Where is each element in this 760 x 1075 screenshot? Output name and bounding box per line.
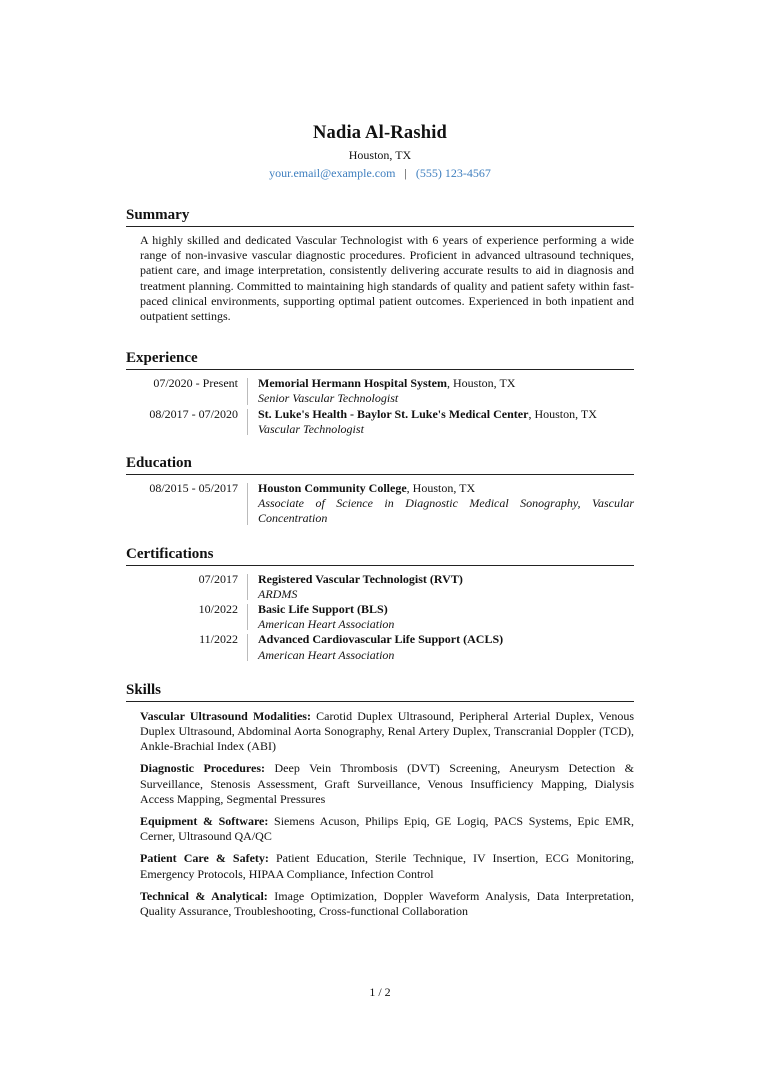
entry-content: [258, 376, 634, 406]
entry-date: 07/2017: [198, 571, 238, 586]
experience-list: [126, 376, 634, 437]
skill-values: Image Optimization, Doppler Waveform Analysis, Data Interpretation, Quality Assurance, Troubleshooting, Cross-functional Collaboration: [140, 888, 635, 919]
skill-values: Patient Education, Sterile Technique, IV Insertion, ECG Monitoring, Emergency Protocols, HIPAA Compliance, Infection Control: [140, 851, 634, 881]
entry-content: [258, 572, 634, 602]
skill-category: Diagnostic Procedures:: [140, 761, 266, 776]
summary-section: [126, 206, 634, 324]
section-divider: [126, 474, 634, 475]
section-title-experience: Experience: [126, 350, 198, 367]
resume-header: [126, 121, 634, 182]
entry-date: 10/2022: [198, 602, 238, 617]
skill-values: Deep Vein Thrombosis (DVT) Screening, Aneurysm Detection & Surveillance, Stenosis Assessment, Graft Surveillance, Venous Insufficiency Mapping, Dialysis Access Mapping, Segmental Pressures: [140, 761, 634, 806]
entry-location: , Houston, TX: [446, 376, 516, 391]
experience-section: [126, 349, 634, 437]
phone-link[interactable]: (555) 123-4567: [415, 166, 491, 180]
email-link[interactable]: your.email@example.com: [269, 166, 396, 180]
education-list: [126, 481, 634, 527]
entry-divider: [247, 378, 248, 404]
certification-entry: [126, 602, 634, 632]
section-title-certifications: Certifications: [126, 545, 214, 562]
entry-role: Senior Vascular Technologist: [258, 391, 399, 406]
entry-divider: [247, 604, 248, 630]
contact-line: [126, 165, 634, 182]
entry-org: St. Luke's Health - Baylor St. Luke's Medical Center: [258, 406, 529, 421]
skill-category: Vascular Ultrasound Modalities:: [140, 708, 311, 723]
skill-values: Siemens Acuson, Philips Epiq, GE Logiq, PACS Systems, Epic EMR, Cerner, Ultrasound QA/QC: [140, 814, 634, 844]
candidate-location: Houston, TX: [348, 148, 412, 162]
entry-divider: [247, 634, 248, 660]
entry-divider: [247, 409, 248, 435]
section-divider: [126, 369, 634, 370]
skill-group: [140, 709, 634, 755]
education-section: [126, 454, 634, 527]
section-divider: [126, 565, 634, 566]
entry-location: , Houston, TX: [406, 481, 476, 496]
contact-separator: |: [404, 166, 407, 180]
skill-category: Technical & Analytical:: [140, 888, 268, 903]
certification-name: Advanced Cardiovascular Life Support (ACLS): [258, 632, 504, 647]
section-title-education: Education: [126, 455, 192, 472]
skills-list: [126, 709, 634, 919]
skill-category: Equipment & Software:: [140, 814, 269, 829]
section-divider: [126, 226, 634, 227]
certification-name: Registered Vascular Technologist (RVT): [258, 571, 463, 586]
certifications-list: [126, 572, 634, 663]
skill-category: Patient Care & Safety:: [140, 851, 269, 866]
section-title-skills: Skills: [126, 681, 162, 698]
entry-date: 11/2022: [199, 632, 238, 647]
skill-values: Carotid Duplex Ultrasound, Peripheral Arterial Duplex, Venous Duplex Ultrasound, Abdominal Aorta Sonography, Renal Artery Duplex, Transcranial Doppler (TCD), Ankle-Brachial Index (ABI): [140, 708, 634, 754]
entry-org: Houston Community College: [258, 481, 407, 496]
experience-entry: [126, 407, 634, 437]
education-entry: [126, 481, 634, 527]
certification-issuer: American Heart Association: [258, 647, 395, 662]
skill-group: [140, 851, 634, 881]
certification-entry: [126, 632, 634, 662]
entry-divider: [247, 574, 248, 600]
candidate-name: Nadia Al-Rashid: [312, 123, 448, 143]
entry-content: [258, 481, 634, 527]
entry-org: Memorial Hermann Hospital System: [258, 376, 447, 391]
entry-content: [258, 407, 634, 437]
entry-content: [258, 632, 634, 662]
entry-degree: Associate of Science in Diagnostic Medical Sonography, Vascular Concentration: [258, 496, 634, 526]
certification-issuer: American Heart Association: [258, 617, 395, 632]
entry-role: Vascular Technologist: [258, 421, 364, 436]
entry-date: 08/2017 - 07/2020: [149, 406, 238, 421]
certifications-section: [126, 545, 634, 663]
page-number: 1 / 2: [369, 985, 391, 999]
certification-name: Basic Life Support (BLS): [258, 602, 388, 617]
skill-group: [140, 814, 634, 844]
section-title-summary: Summary: [126, 207, 190, 223]
entry-location: , Houston, TX: [528, 406, 597, 421]
certification-issuer: ARDMS: [258, 586, 298, 601]
entry-content: [258, 602, 634, 632]
skill-group: [140, 761, 634, 807]
experience-entry: [126, 376, 634, 406]
entry-date: 07/2020 - Present: [153, 376, 238, 391]
entry-date: 08/2015 - 05/2017: [149, 481, 238, 496]
summary-text: A highly skilled and dedicated Vascular Technologist with 6 years of experience performing a wide range of non-invasive vascular diagnostic procedures. Proficient in advanced ultrasound techniques, patient care, and image interpretation, consistently delivering accurate results to aid in diagnosis and treatment planning. Committed to maintaining high standards of quality and patient safety within fast-paced clinical environments, supporting optimal patient outcomes. Experienced in both inpatient and outpatient settings.: [140, 233, 634, 324]
skill-group: [140, 889, 634, 919]
section-divider: [126, 701, 634, 702]
certification-entry: [126, 572, 634, 602]
entry-divider: [247, 483, 248, 525]
skills-section: [126, 681, 634, 919]
resume-page: [126, 0, 634, 919]
